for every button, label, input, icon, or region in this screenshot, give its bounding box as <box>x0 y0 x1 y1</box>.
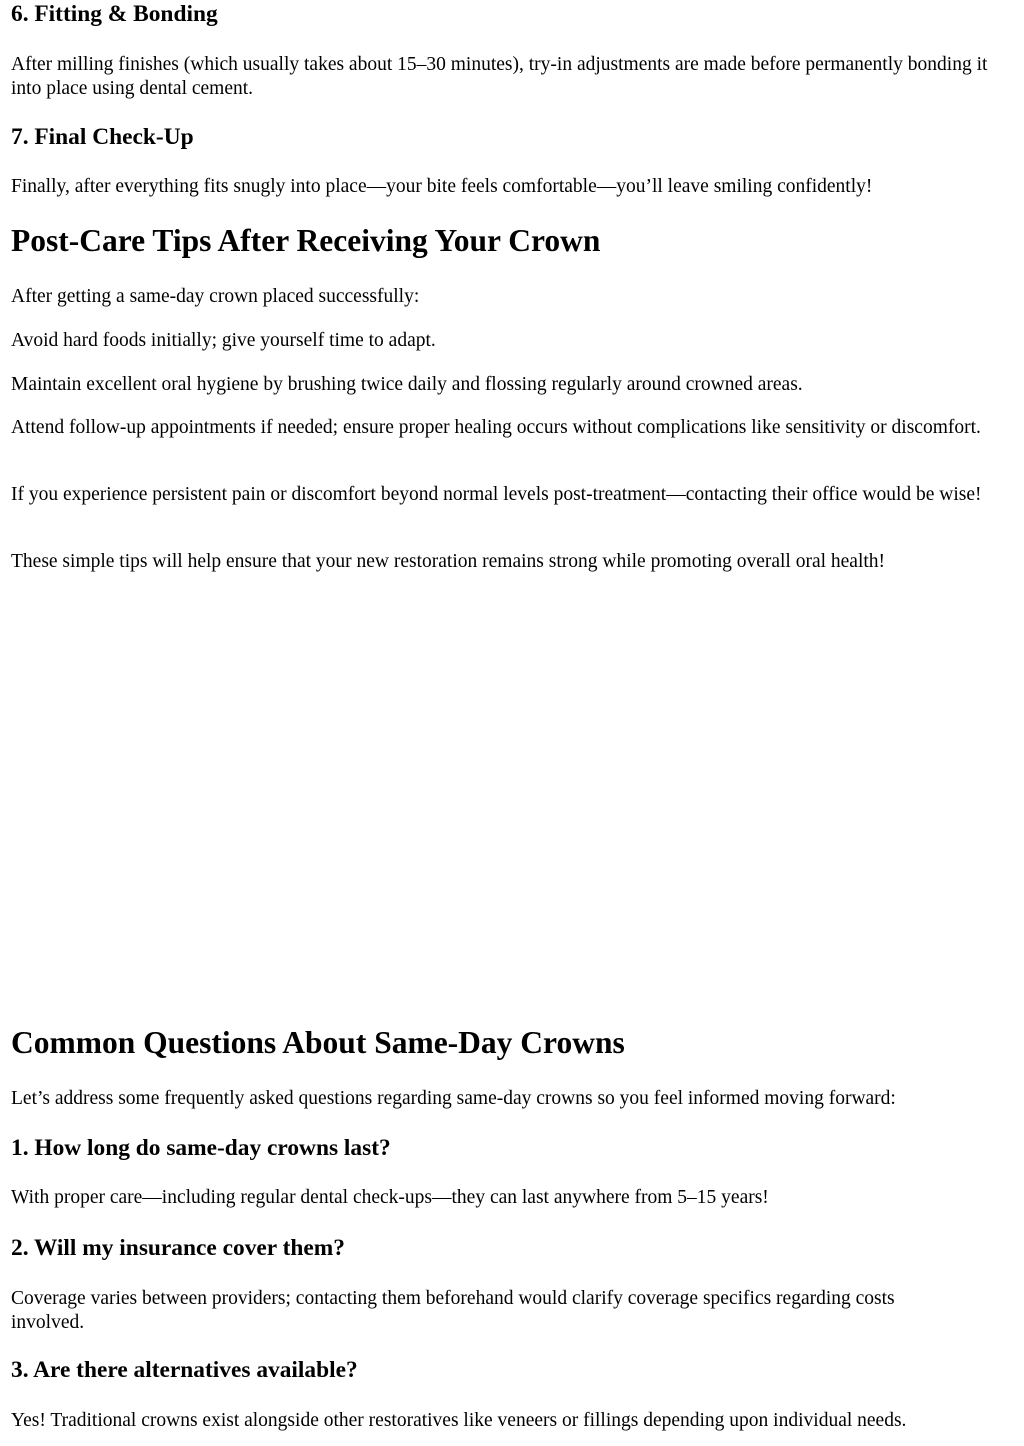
checkup-heading: 7. Final Check-Up <box>11 124 194 150</box>
fitting-text: After milling finishes (which usually takes about 15–30 minutes), try-in adjustments are made before permanently bonding it into place using dental cement. <box>11 54 988 99</box>
faq-answer: Coverage varies between providers; contacting them beforehand would clarify coverage specifics regarding costs involved. <box>11 1288 895 1333</box>
faq-heading: Common Questions About Same-Day Crowns <box>11 1025 625 1060</box>
post-care-paragraph: Avoid hard foods initially; give yourself time to adapt. <box>11 330 436 351</box>
faq-answer: Yes! Traditional crowns exist alongside other restoratives like veneers or fillings depending upon individual needs. <box>11 1410 907 1431</box>
post-care-paragraph: After getting a same-day crown placed successfully: <box>11 286 420 307</box>
faq-question: 3. Are there alternatives available? <box>11 1357 358 1383</box>
post-care-paragraph: Maintain excellent oral hygiene by brushing twice daily and flossing regularly around crowned areas. <box>11 374 803 395</box>
post-care-paragraph: Attend follow-up appointments if needed; ensure proper healing occurs without complications like sensitivity or discomfort. <box>11 417 981 438</box>
faq-answer: With proper care—including regular dental check-ups—they can last anywhere from 5–15 years! <box>11 1187 769 1208</box>
faq-intro: Let’s address some frequently asked questions regarding same-day crowns so you feel informed moving forward: <box>11 1088 896 1109</box>
post-care-paragraph: These simple tips will help ensure that your new restoration remains strong while promoting overall oral health! <box>11 551 886 572</box>
fitting-heading: 6. Fitting & Bonding <box>11 1 218 27</box>
checkup-text: Finally, after everything fits snugly into place—your bite feels comfortable—you’ll leave smiling confidently! <box>11 176 873 197</box>
faq-question: 2. Will my insurance cover them? <box>11 1235 345 1261</box>
post-care-heading: Post-Care Tips After Receiving Your Crown <box>11 223 601 258</box>
faq-question: 1. How long do same-day crowns last? <box>11 1135 391 1161</box>
post-care-paragraph: If you experience persistent pain or discomfort beyond normal levels post-treatment—contacting their office would be wise! <box>11 484 982 505</box>
